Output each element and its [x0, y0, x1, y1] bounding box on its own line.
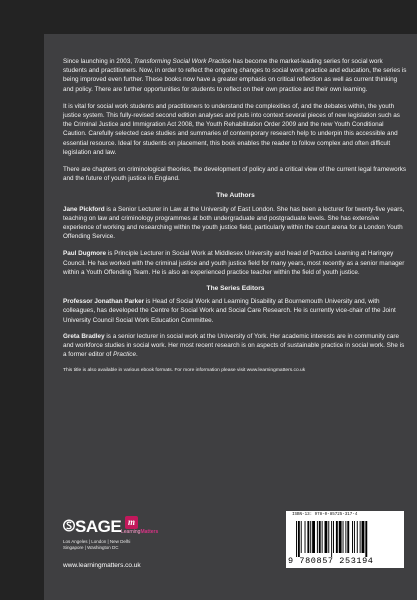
barcode-bar	[357, 521, 358, 553]
barcode-bar	[301, 521, 302, 553]
barcode-bar	[343, 521, 344, 553]
barcode-bar	[296, 521, 297, 557]
barcode-bar	[360, 521, 361, 553]
editor-name: Professor Jonathan Parker	[63, 298, 145, 306]
learning-matters-wordmark: LearningMatters	[121, 529, 159, 535]
isbn-barcode	[286, 511, 404, 568]
barcode-bar	[352, 521, 353, 553]
journal-title: Practice	[113, 351, 136, 359]
ebook-note: This title is also available in various ebook formats. For more information please visit www.learningmatters.co.uk	[63, 368, 306, 374]
learning-matters-icon: m	[125, 516, 138, 529]
barcode-bar	[307, 521, 309, 553]
isbn-digits: 9 780857 253194	[288, 556, 374, 566]
editor-bio-2: Greta Bradley is a senior lecturer in social work at the University of York. Her academic interests are in community care and workforce studies in social work. Her most recent research is on aspects of sustainable practice in social work. She is a former editor of Practice.	[63, 332, 405, 359]
intro-paragraph-1: Since launching in 2003, Transforming Social Work Practice has become the market-leading series for social work students and practitioners. Now, in order to reflect the ongoing changes to social work practice and education, the series is being improved even further. These books now have a greater emphasis on critical reflection as well as current thinking and policy. There are further opportunities for students to reflect on their own practice and their own learning.	[63, 58, 407, 93]
barcode-bar	[298, 521, 300, 557]
series-title: Transforming Social Work Practice	[133, 58, 232, 65]
learning-matters-logo	[121, 516, 169, 540]
barcode-bar	[305, 521, 306, 553]
author-bio-1: Jane Pickford is a Senior Lecturer in Law at the University of East London. She has been a lecturer for twenty-five years, teaching on law and criminology programmes at both undergraduate and postgraduate levels. She has extensive experience of working and researching within the youth justice field, particularly within the court arena for a London Youth Offending Service.	[63, 205, 405, 241]
barcode-bar	[362, 521, 365, 553]
sage-wordmark: SAGE	[63, 517, 121, 537]
barcode-bar	[310, 521, 311, 553]
barcode-bar	[319, 521, 321, 553]
barcode-bar	[322, 521, 323, 553]
barcode-bar	[339, 521, 342, 553]
barcode-bar	[312, 521, 315, 553]
barcode-bar	[331, 521, 332, 557]
cover-blurb	[63, 57, 408, 384]
author-bio-2: Paul Dugmore is Principle Lecturer in Social Work at Middlesex University and head of Practice Learning at Haringey Council. He has worked with the criminal justice and youth justice field for many years, most recently as a senior manager within a Youth Offending Team. He is also an experienced practice teacher within the field of youth justice.	[63, 250, 405, 276]
barcode-bar	[325, 521, 328, 553]
author-name: Paul Dugmore	[63, 250, 107, 258]
intro-paragraph-2: It is vital for social work students and practitioners to understand the complexities of, and the debates within, the youth justice system. This fully-revised second edition analyses and puts into context several pieces of new legislation such as the Criminal Justice and Immigration Act 2008, the Youth Rehabilitation Order 2009 and the new Youth Conditional Caution. Carefully selected case studies and summaries of contemporary research help to underpin this accessible and essential resource. Ideal for students on placement, this book enables the reader to follow complex and often difficult legislation and law.	[63, 102, 400, 156]
barcode-bar	[354, 521, 355, 553]
barcode-bar	[333, 521, 334, 553]
author-name: Jane Pickford	[63, 205, 105, 213]
barcode-bar	[328, 521, 329, 553]
barcode-bars	[296, 521, 400, 557]
barcode-bar	[336, 521, 338, 553]
isbn-label: ISBN-13: 978-0-85725-317-4	[292, 513, 358, 517]
editor-name: Greta Bradley	[63, 332, 105, 340]
barcode-bar	[317, 521, 318, 553]
editor-bio-1: Professor Jonathan Parker is Head of Social Work and Learning Disability at Bournemouth University and, with colleagues, has developed the Centre for Social Work and Social Care Research. He is currently vice-chair of the Joint University Council Social Work Education Committee.	[63, 298, 396, 324]
sage-s-icon	[63, 517, 75, 534]
publisher-url: www.learningmatters.co.uk	[63, 562, 141, 569]
series-editors-heading: The Series Editors	[206, 285, 265, 293]
publisher-cities: Los Angeles | London | New Delhi Singapore | Washington DC	[63, 539, 131, 550]
barcode-bar	[345, 521, 346, 553]
intro-paragraph-3: There are chapters on criminological theories, the development of policy and a critical view of the current legal frameworks and the future of youth justice in England.	[63, 166, 407, 183]
barcode-bar	[347, 521, 349, 553]
barcode-bar	[365, 521, 367, 557]
authors-heading: The Authors	[216, 192, 255, 200]
